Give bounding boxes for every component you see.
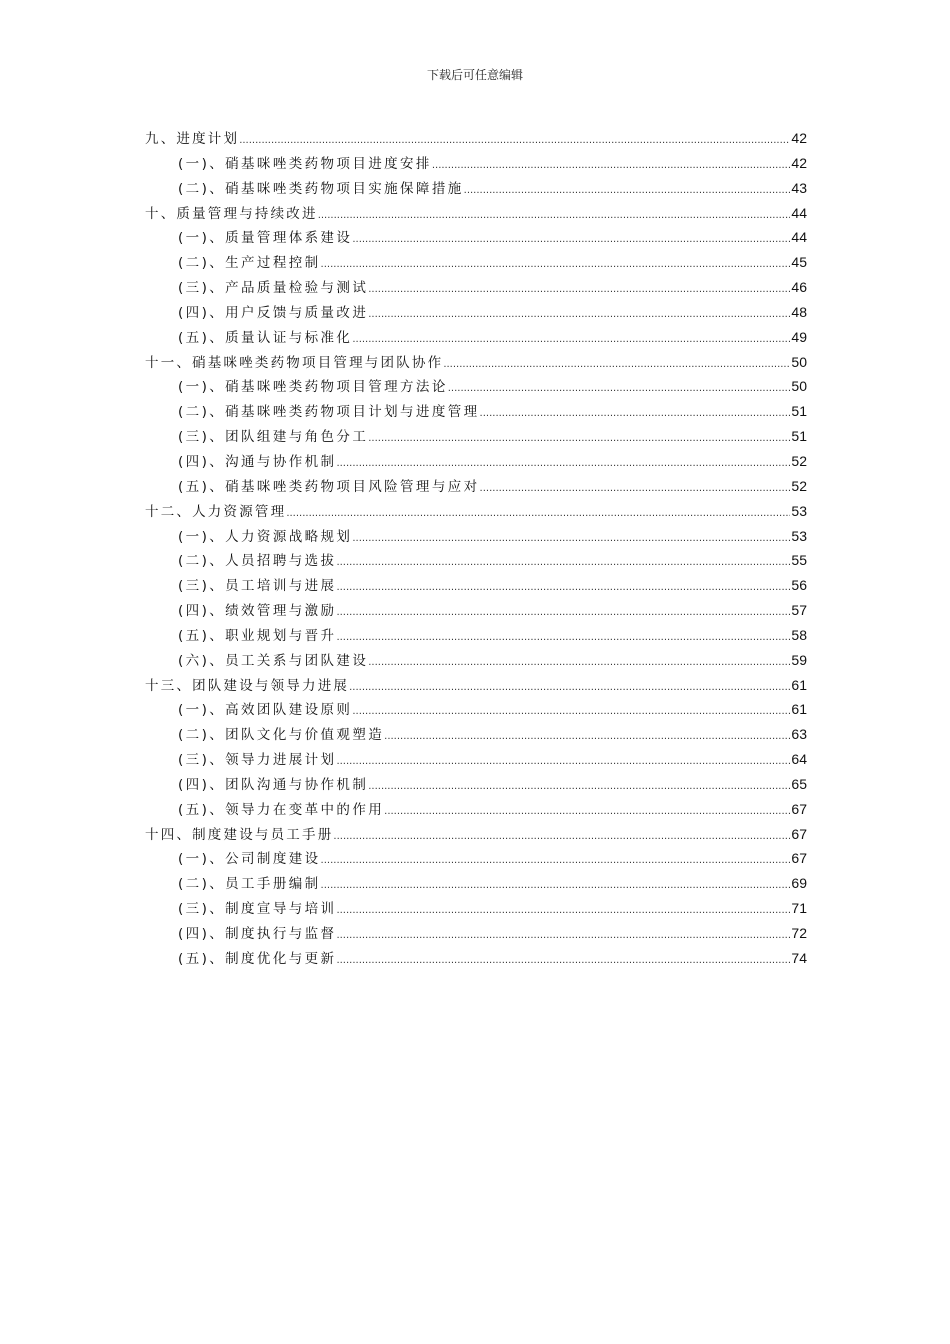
table-of-contents [145,126,807,971]
page-header: 下载后可任意编辑 [426,68,523,82]
toc-entry-page-number: 65 [791,775,807,792]
toc-dot-leader [368,775,790,800]
toc-entry-title: 十三、团队建设与领导力进展 [145,677,350,694]
toc-chapter-entry[interactable] [145,673,807,698]
toc-dot-leader [368,303,790,328]
toc-entry-title: (三)、员工培训与进展 [178,578,337,595]
toc-section-entry[interactable] [145,225,807,250]
toc-dot-leader [286,502,790,527]
toc-entry-page-number: 50 [791,353,807,370]
toc-entry-page-number: 74 [791,949,807,966]
toc-entry-title: 十、质量管理与持续改进 [145,205,318,222]
toc-dot-leader [480,477,791,502]
toc-entry-page-number: 48 [791,303,807,320]
toc-chapter-entry[interactable] [145,822,807,847]
toc-dot-leader [384,725,790,750]
toc-section-entry[interactable] [145,896,807,921]
toc-dot-leader [336,949,790,974]
toc-entry-page-number: 61 [791,676,807,693]
toc-entry-page-number: 53 [791,527,807,544]
toc-entry-title: 十一、硝基咪唑类药物项目管理与团队协作 [145,354,444,371]
toc-entry-title: (六)、员工关系与团队建设 [178,652,369,669]
toc-section-entry[interactable] [145,573,807,598]
toc-entry-page-number: 63 [791,726,807,743]
toc-dot-leader [349,676,790,701]
toc-dot-leader [368,278,790,303]
toc-entry-page-number: 57 [791,602,807,619]
toc-dot-leader [336,452,790,477]
toc-entry-title: (二)、团队文化与价值观塑造 [178,727,385,744]
toc-entry-page-number: 64 [791,751,807,768]
toc-entry-page-number: 51 [791,428,807,445]
toc-dot-leader [321,253,791,278]
toc-section-entry[interactable] [145,871,807,896]
toc-entry-page-number: 50 [791,378,807,395]
toc-entry-title: (二)、硝基咪唑类药物项目实施保障措施 [178,180,464,197]
toc-section-entry[interactable] [145,524,807,549]
toc-section-entry[interactable] [145,747,807,772]
toc-entry-title: (四)、用户反馈与质量改进 [178,304,369,321]
toc-entry-title: (三)、团队组建与角色分工 [178,429,369,446]
toc-section-entry[interactable] [145,399,807,424]
toc-section-entry[interactable] [145,548,807,573]
toc-dot-leader [336,551,790,576]
toc-chapter-entry[interactable] [145,350,807,375]
toc-dot-leader [333,825,790,850]
toc-dot-leader [448,377,791,402]
toc-entry-page-number: 43 [791,179,807,196]
toc-entry-page-number: 55 [791,552,807,569]
toc-entry-title: 十二、人力资源管理 [145,503,287,520]
toc-entry-title: (二)、硝基咪唑类药物项目计划与进度管理 [178,404,480,421]
toc-dot-leader [352,527,790,552]
toc-entry-page-number: 42 [791,130,807,146]
toc-entry-page-number: 67 [791,850,807,867]
toc-entry-title: (一)、公司制度建设 [178,851,321,868]
toc-entry-page-number: 51 [791,403,807,420]
toc-entry-title: (四)、沟通与协作机制 [178,453,337,470]
toc-section-entry[interactable] [145,846,807,871]
toc-chapter-entry[interactable] [145,499,807,524]
toc-entry-title: (一)、人力资源战略规划 [178,528,353,545]
toc-entry-title: (三)、制度宣导与培训 [178,901,337,918]
toc-entry-title: (二)、员工手册编制 [178,876,321,893]
toc-dot-leader [318,204,791,229]
toc-entry-page-number: 71 [791,900,807,917]
toc-section-entry[interactable] [145,921,807,946]
toc-dot-leader [443,353,790,378]
toc-section-entry[interactable] [145,697,807,722]
toc-entry-page-number: 42 [791,154,807,171]
toc-section-entry[interactable] [145,946,807,971]
toc-chapter-entry[interactable] [145,126,807,151]
toc-entry-title: (二)、生产过程控制 [178,255,321,272]
toc-section-entry[interactable] [145,474,807,499]
toc-entry-page-number: 69 [791,875,807,892]
toc-dot-leader [321,849,791,874]
toc-entry-title: (五)、质量认证与标准化 [178,329,353,346]
toc-section-entry[interactable] [145,250,807,275]
toc-chapter-entry[interactable] [145,201,807,226]
toc-entry-title: (五)、职业规划与晋升 [178,627,337,644]
toc-entry-page-number: 56 [791,577,807,594]
toc-dot-leader [336,899,790,924]
toc-entry-title: (三)、产品质量检验与测试 [178,280,369,297]
toc-entry-page-number: 52 [791,452,807,469]
toc-entry-title: (五)、制度优化与更新 [178,950,337,967]
toc-entry-page-number: 72 [791,925,807,941]
toc-dot-leader [239,129,790,154]
toc-section-entry[interactable] [145,772,807,797]
toc-dot-leader [368,651,790,676]
toc-entry-title: (四)、团队沟通与协作机制 [178,776,369,793]
toc-entry-page-number: 49 [791,328,807,345]
toc-section-entry[interactable] [145,424,807,449]
toc-section-entry[interactable] [145,648,807,673]
toc-section-entry[interactable] [145,797,807,822]
toc-section-entry[interactable] [145,275,807,300]
toc-dot-leader [336,626,790,651]
toc-entry-page-number: 59 [791,651,807,668]
toc-entry-title: (一)、硝基咪唑类药物项目进度安排 [178,155,432,172]
toc-entry-title: 十四、制度建设与员工手册 [145,826,334,843]
toc-entry-page-number: 67 [791,825,807,842]
toc-entry-page-number: 67 [791,800,807,817]
toc-dot-leader [480,402,791,427]
toc-dot-leader [352,228,790,253]
toc-entry-title: (二)、人员招聘与选拔 [178,553,337,570]
toc-dot-leader [336,750,790,775]
toc-entry-title: (一)、高效团队建设原则 [178,702,353,719]
toc-section-entry[interactable] [145,151,807,176]
toc-dot-leader [336,576,790,601]
toc-section-entry[interactable] [145,374,807,399]
toc-entry-title: 九、进度计划 [145,131,240,147]
toc-section-entry[interactable] [145,325,807,350]
toc-entry-page-number: 58 [791,626,807,643]
toc-section-entry[interactable] [145,300,807,325]
toc-entry-title: (五)、硝基咪唑类药物项目风险管理与应对 [178,478,480,495]
toc-entry-page-number: 45 [791,254,807,271]
toc-entry-page-number: 52 [791,477,807,494]
toc-entry-page-number: 46 [791,279,807,296]
toc-entry-title: (四)、绩效管理与激励 [178,603,337,620]
toc-section-entry[interactable] [145,449,807,474]
toc-dot-leader [336,924,790,949]
toc-entry-title: (四)、制度执行与监督 [178,926,337,942]
toc-dot-leader [368,427,790,452]
toc-dot-leader [336,601,790,626]
toc-entry-title: (五)、领导力在变革中的作用 [178,801,385,818]
toc-entry-page-number: 53 [791,502,807,519]
toc-section-entry[interactable] [145,598,807,623]
toc-entry-page-number: 61 [791,701,807,718]
toc-entry-page-number: 44 [791,204,807,221]
toc-dot-leader [352,328,790,353]
toc-entry-page-number: 44 [791,229,807,246]
toc-dot-leader [432,154,791,179]
toc-section-entry[interactable] [145,176,807,201]
toc-section-entry[interactable] [145,722,807,747]
toc-section-entry[interactable] [145,623,807,648]
toc-dot-leader [464,179,791,204]
toc-dot-leader [321,874,791,899]
toc-dot-leader [384,800,790,825]
toc-entry-title: (一)、硝基咪唑类药物项目管理方法论 [178,379,448,396]
toc-dot-leader [352,700,790,725]
toc-entry-title: (一)、质量管理体系建设 [178,230,353,247]
toc-entry-title: (三)、领导力进展计划 [178,752,337,769]
